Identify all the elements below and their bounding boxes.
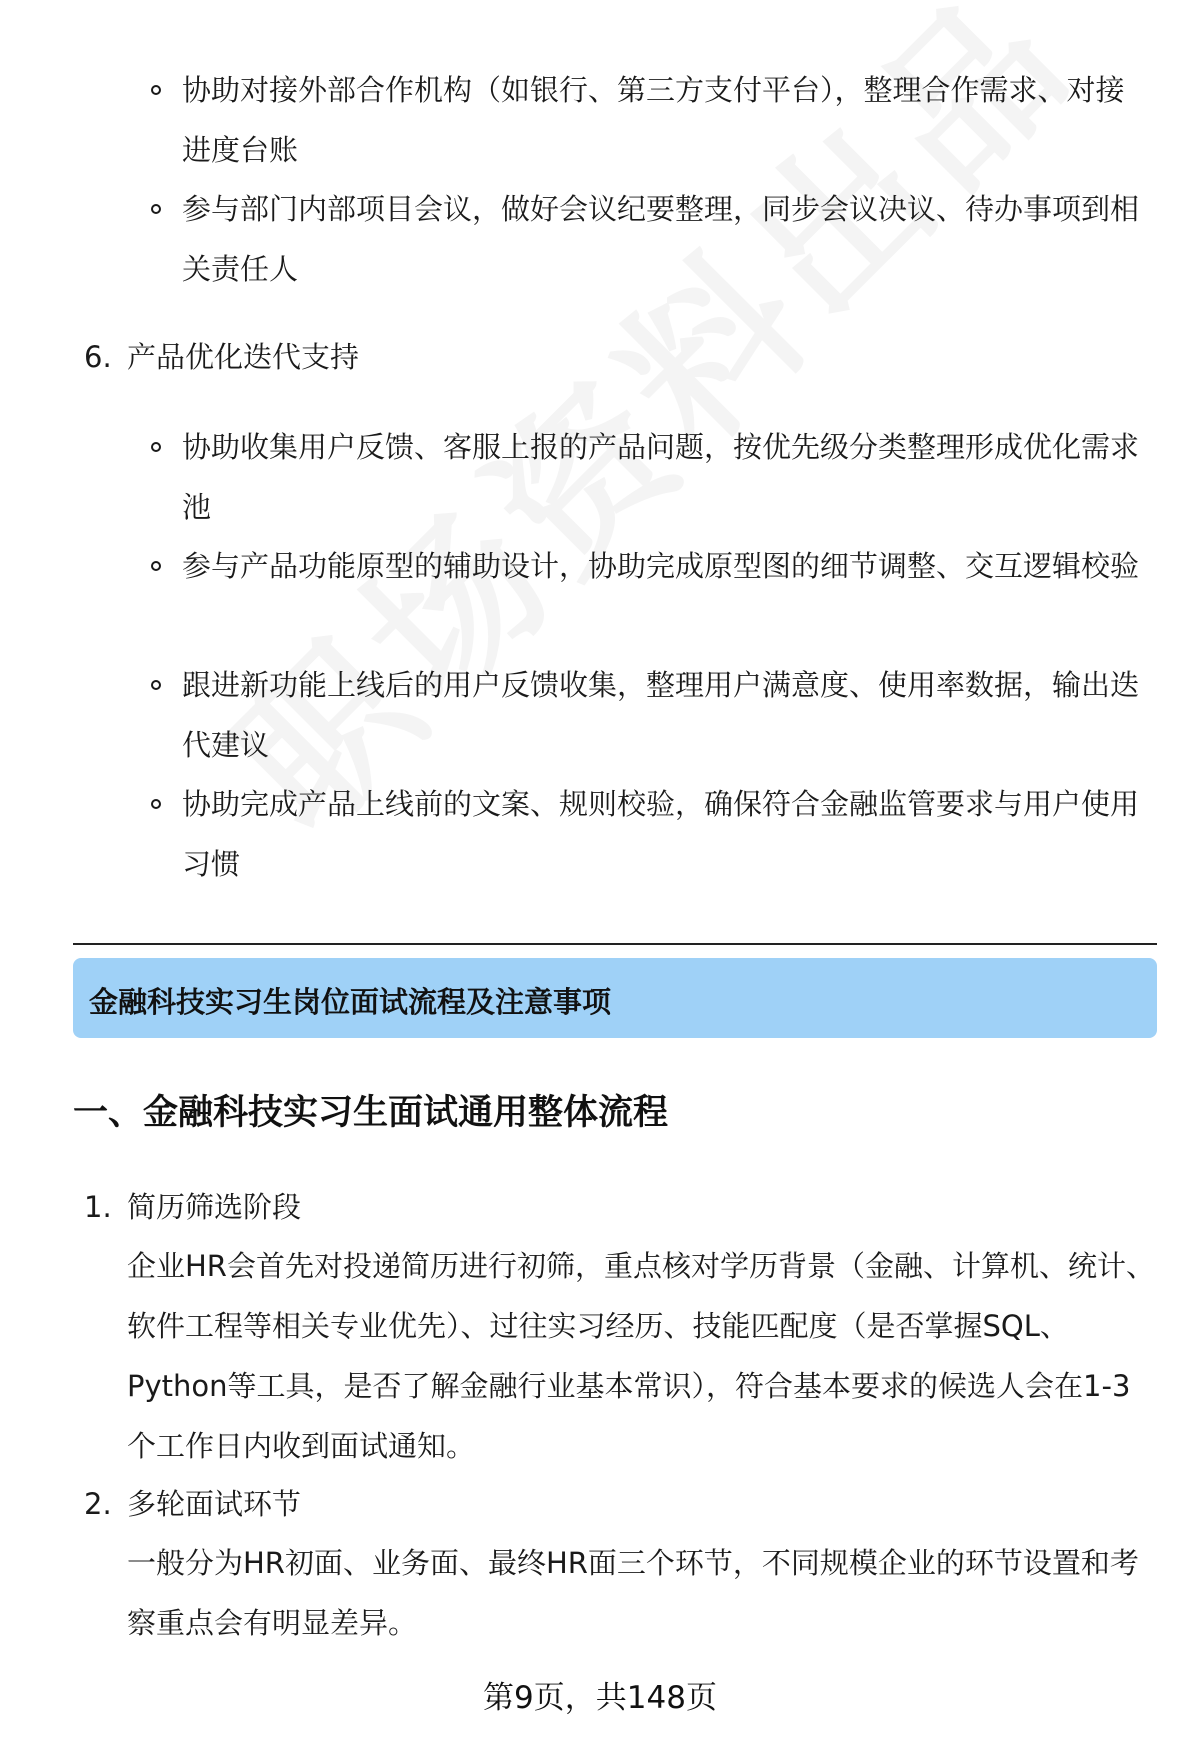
list-item-text: 跟进新功能上线后的用户反馈收集，整理用户满意度、使用率数据，输出迭代建议 xyxy=(182,668,1140,762)
item-number: 2. xyxy=(84,1487,112,1521)
list-item-text: 参与产品功能原型的辅助设计，协助完成原型图的细节调整、交互逻辑校验 xyxy=(182,549,1140,583)
hollow-circle-bullet-icon xyxy=(151,442,161,452)
section-banner xyxy=(73,958,1157,1038)
hollow-circle-bullet-icon xyxy=(151,561,161,571)
item-body: 企业HR会首先对投递简历进行初筛，重点核对学历背景（金融、计算机、统计、软件工程等相关专业优先）、过往实习经历、技能匹配度（是否掌握SQL、Python等工具，是否了解金融行业基本常识），符合基本要求的候选人会在1-3个工作日内收到面试通知。 xyxy=(127,1249,1155,1463)
banner-title: 金融科技实习生岗位面试流程及注意事项 xyxy=(89,985,612,1019)
item-number: 1. xyxy=(84,1190,112,1224)
horizontal-divider xyxy=(73,943,1157,945)
hollow-circle-bullet-icon xyxy=(151,799,161,809)
list-item-text: 参与部门内部项目会议，做好会议纪要整理，同步会议决议、待办事项到相关责任人 xyxy=(182,192,1140,286)
section-heading: 一、金融科技实习生面试通用整体流程 xyxy=(73,1093,669,1133)
item-title: 多轮面试环节 xyxy=(127,1487,302,1521)
item-title: 简历筛选阶段 xyxy=(127,1190,302,1224)
hollow-circle-bullet-icon xyxy=(151,204,161,214)
list-item-text: 协助完成产品上线前的文案、规则校验，确保符合金融监管要求与用户使用习惯 xyxy=(182,787,1140,881)
item-number: 6. xyxy=(84,340,112,374)
list-item-text: 协助对接外部合作机构（如银行、第三方支付平台），整理合作需求、对接进度台账 xyxy=(182,73,1125,167)
page-footer: 第9页，共148页 xyxy=(483,1680,717,1716)
hollow-circle-bullet-icon xyxy=(151,680,161,690)
hollow-circle-bullet-icon xyxy=(151,85,161,95)
item-body: 一般分为HR初面、业务面、最终HR面三个环节，不同规模企业的环节设置和考察重点会有明显差异。 xyxy=(127,1546,1139,1640)
item-title: 产品优化迭代支持 xyxy=(127,340,360,374)
list-item-text: 协助收集用户反馈、客服上报的产品问题，按优先级分类整理形成优化需求池 xyxy=(182,430,1140,524)
